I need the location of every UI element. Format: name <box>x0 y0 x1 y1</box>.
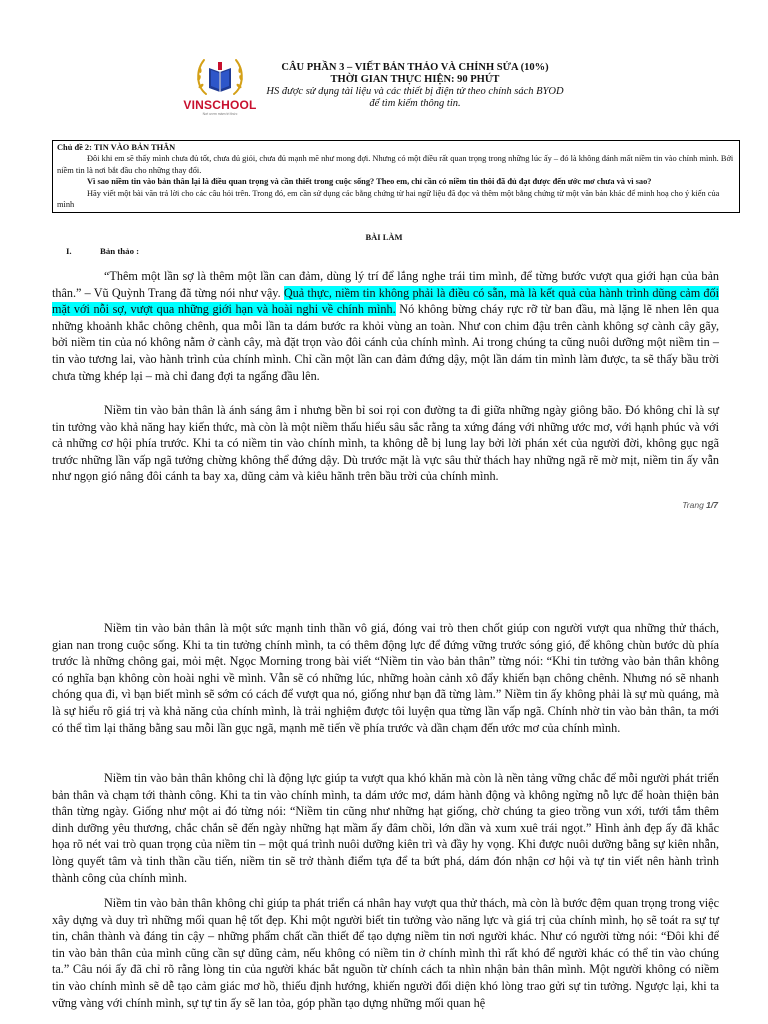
essay-paragraph-3: Niềm tin vào bản thân là một sức mạnh tinh thần vô giá, đóng vai trò then chốt giúp con người vượt qua những thử thách, gian nan trong cuộc sống. Khi ta tin tưởng chính mình, ta có thêm động lực để đứng vững trước sóng gió, để không chùn bước dù phía trước là những chông gai, mỏi mệt. Ngọc Morning trong bài viết “Niềm tin vào bản thân” từng nói: “Khi tin tưởng vào bản thân không có nghĩa bạn không còn hoài nghi về mình. Vẫn sẽ có những lúc, những hoàn cảnh xô đẩy khiến bạn chông chênh. Nhưng nó sẽ nhanh chóng qua đi, vì bạn biết mình sẽ sớm có cách để vượt qua nó, giống như bạn đã từng làm.” Niềm tin ấy không phải là sự mù quáng, mà là sự hiểu rõ giá trị và khả năng của chính mình, là trải nghiệm được tôi luyện qua từng lần vấp ngã. Chính nhờ tin vào bản thân, ta mới có thể tìm lại thăng bằng sau mỗi lần gục ngã, mạnh mẽ tiến về phía trước và dần chạm đến ước mơ của chính mình. <box>52 621 719 735</box>
page-2 <box>0 610 768 1024</box>
paragraph-1-rest: Nó không bừng cháy rực rỡ từ ban đầu, mà lặng lẽ nhen lên qua những khoảnh khắc chông chênh, qua mỗi lần ta dám bước ra khỏi vùng an toàn. Như con chim đậu trên cành không sợ cành cây gãy, bởi niềm tin của nó không nằm ở cành cây, mà đặt trọn vào đôi cánh của chính mình. Ai trong chúng ta cũng nuôi dưỡng một niềm tin – tin vào tương lai, vào hành trình của chính mình. Chỉ cần một lần can đảm đứng dậy, một lần dám tin mình làm được, ta sẽ thấy bầu trời chưa từng khép lại – mà chỉ đang đợi ta ngẩng đầu lên. <box>52 302 719 383</box>
school-brand-name: VINSCHOOL <box>183 98 257 112</box>
prompt-question: Vì sao niềm tin vào bản thân lại là điều quan trọng và cần thiết trong cuộc sống? Theo em, chỉ cần có niềm tin thôi đã đủ đạt được đến ước mơ chưa và vì sao? <box>87 177 652 187</box>
page-number <box>682 500 718 510</box>
prompt-topic-title: Chủ đề 2: TIN VÀO BẢN THÂN <box>57 143 176 152</box>
highlighted-sentence: Quả thực, niềm tin không phải là điều có sẵn, mà là kết quả của hành trình dũng cảm đối mặt với nỗi sợ, vượt qua những giới hạn và hoài nghi về chính mình. <box>52 285 719 317</box>
exam-note-line2: để tìm kiếm thông tin. <box>369 98 461 109</box>
exam-header <box>265 62 565 110</box>
prompt-intro: Đôi khi em sẽ thấy mình chưa đủ tốt, chưa đủ giỏi, chưa đủ mạnh mẽ như mong đợi. Nhưng có một điều rất quan trọng trong những lúc ấy – đó là không đánh mất niềm tin vào chính mình. Bởi niềm tin là nơi bắt đầu cho những thay đổi. <box>57 154 734 175</box>
paragraph-1-quote: “Thêm một lần sợ là thêm một lần can đảm, dùng lý trí để lắng nghe trái tim mình, để từng bước vượt qua giới hạn của bản thân.” – Vũ Quỳnh Trang đã từng nói như vậy. <box>52 269 719 300</box>
draft-label <box>66 246 139 256</box>
section-numeral: I. <box>66 246 72 256</box>
draft-label-text: Bản thảo : <box>100 246 140 256</box>
book-laurel-icon <box>192 56 248 98</box>
essay-paragraph-5: Niềm tin vào bản thân không chỉ giúp ta phát triển cá nhân hay vượt qua thử thách, mà còn là bước đệm quan trọng trong việc xây dựng và duy trì những mối quan hệ tốt đẹp. Khi một người biết tin tưởng vào năng lực và giá trị của chính mình, họ sẽ toát ra sự tự tin, chân thành và đáng tin cậy – những phẩm chất cần thiết để tạo dựng niềm tin nơi người khác. Như có người từng nói: “Đôi khi để tin vào bản thân của mình cũng cần sự dũng cảm, nếu không có niềm tin ở chính mình thì rất khó để người khác có thể tin vào chúng ta.” Câu nói ấy đã chỉ rõ rằng lòng tin của người khác bắt nguồn từ chính cách ta nhìn nhận bản thân mình. Một người không có niềm tin vào chính mình sẽ dễ tạo cảm giác mơ hồ, thiếu định hướng, khiến người đối diện khó lòng trao gửi sự tin tưởng. Ngược lại, khi ta vững vàng với chính mình, sự tự tin ấy sẽ lan tỏa, góp phần tạo dựng những mối quan hệ <box>52 896 719 1010</box>
school-logo <box>175 56 265 118</box>
answer-heading: BÀI LÀM <box>365 232 403 242</box>
essay-paragraph-2: Niềm tin vào bản thân là ánh sáng âm ỉ nhưng bền bỉ soi rọi con đường ta đi giữa những ngày giông bão. Đó không chỉ là sự tin tưởng vào khả năng hay kiến thức, mà còn là một niềm thấu hiểu sâu sắc rằng ta xứng đáng với những ước mơ, với hạnh phúc và với cả những cơ hội phía trước. Khi ta có niềm tin vào chính mình, ta không dễ bị lung lay bởi lời phán xét của người đời, không gục ngã trước những lần vấp ngã tưởng chừng không thể đứng dậy. Dù trước mặt là vực sâu thử thách hay những ngã rẽ mờ mịt, niềm tin ấy vẫn như ngọn gió nâng đôi cánh ta bay xa, dũng cảm và kiêu hãnh trên bầu trời của chính mình. <box>52 403 719 484</box>
school-tagline: Nơi ươm mầm tri thức <box>202 112 238 116</box>
prompt-box <box>52 140 740 213</box>
page-number-prefix: Trang <box>682 500 707 510</box>
exam-duration: THỜI GIAN THỰC HIỆN: 90 PHÚT <box>330 74 500 85</box>
exam-part-title: CÂU PHẦN 3 – VIẾT BẢN THẢO VÀ CHỈNH SỬA (10%) <box>281 62 549 73</box>
page-break <box>0 520 768 610</box>
essay-paragraph-4: Niềm tin vào bản thân không chỉ là động lực giúp ta vượt qua khó khăn mà còn là nền tảng vững chắc để mỗi người phát triển bản thân và chạm tới thành công. Khi ta tin vào chính mình, ta dám ước mơ, dám hành động và không ngừng nỗ lực để hoàn thiện bản thân từng ngày. Giống như một ai đó từng nói: “Niềm tin cũng như những hạt giống, chờ chúng ta gieo trồng vun xới, tưới tắm thêm dinh dưỡng yêu thương, chắc chắn sẽ đến ngày những hạt mầm ấy đâm chồi, lớn dần và xum xuê trái ngọt.” Hình ảnh đẹp ấy đã khắc họa rõ nét vai trò quan trọng của niềm tin – một quá trình nuôi dưỡng kiên trì và đầy hy vọng. Khi được nuôi dưỡng bằng sự kiên nhẫn, lòng quyết tâm và tinh thần cầu tiến, niềm tin sẽ trở thành điểm tựa để ta bứt phá, dám đón nhận cơ hội và tự tin viết nên hành trình thành công của chính mình. <box>52 771 719 885</box>
page-number-value: 1/7 <box>706 500 718 510</box>
exam-note-line1: HS được sử dụng tài liệu và các thiết bị điện tử theo chính sách BYOD <box>266 86 564 97</box>
essay-paragraph-1 <box>52 268 719 384</box>
prompt-task: Hãy viết một bài văn trả lời cho các câu hỏi trên. Trong đó, em cần sử dụng các bằng chứng từ hai ngữ liệu đã đọc và thêm một bằng chứng từ một văn bản khác để minh hoạ cho ý kiến của mình <box>57 188 720 210</box>
